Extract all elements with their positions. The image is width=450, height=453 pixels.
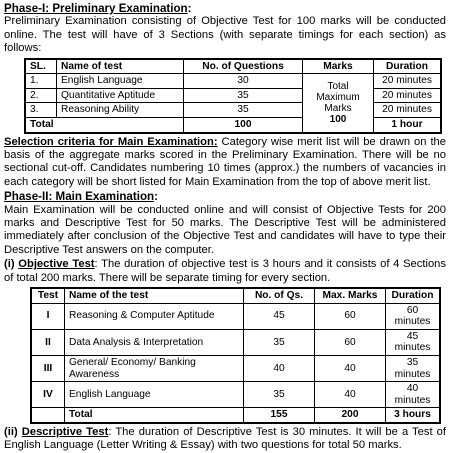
cell-name: English Language bbox=[57, 74, 184, 89]
cell-sl: 3. bbox=[25, 103, 57, 118]
cell-total-qs: 155 bbox=[244, 408, 315, 423]
phase2-heading-prefix: Phase-II: bbox=[4, 190, 56, 204]
phase2-intro: Main Examination will be conducted online and will consist of Objective Tests for 200 marks and Descriptive Test for 50 marks. The Descriptive Test will be administered immediately after conclusion of the Objective Test and candidates will have to type their Descriptive Test answers on the computer. bbox=[4, 203, 446, 256]
col-header-marks: Max. Marks bbox=[315, 288, 386, 303]
cell-marks: 60 bbox=[315, 303, 386, 329]
descriptive-test-paragraph bbox=[4, 426, 446, 453]
cell-duration: 45 minutes bbox=[386, 329, 441, 355]
objective-test-text: : The duration of objective test is 3 hours and it consists of 4 Sections of total 200 marks. There will be separate timing for every section. bbox=[4, 258, 446, 284]
col-header-marks: Marks bbox=[303, 59, 374, 74]
marks-merged-label: Total Maximum Marks bbox=[316, 80, 360, 114]
table-header-row bbox=[31, 288, 440, 303]
marks-merged-value: 100 bbox=[329, 113, 347, 125]
cell-test: III bbox=[31, 356, 65, 382]
col-header-duration: Duration bbox=[374, 59, 442, 74]
phase2-heading-title: Main Examination bbox=[55, 190, 155, 204]
cell-total-duration: 1 hour bbox=[374, 118, 442, 133]
cell-duration: 60 minutes bbox=[386, 303, 441, 329]
cell-marks: 40 bbox=[315, 356, 386, 382]
cell-total-label: Total bbox=[65, 408, 244, 423]
cell-duration: 20 minutes bbox=[374, 88, 442, 103]
col-header-name: Name of the test bbox=[65, 288, 244, 303]
cell-marks: 60 bbox=[315, 329, 386, 355]
table-row bbox=[31, 329, 440, 355]
cell-sl: 2. bbox=[25, 88, 57, 103]
objective-test-prefix: (i) bbox=[4, 258, 19, 271]
cell-duration: 35 minutes bbox=[386, 356, 441, 382]
cell-total-duration: 3 hours bbox=[386, 408, 441, 423]
selection-criteria-title: Selection criteria for Main Examination: bbox=[4, 135, 218, 148]
cell-marks: 40 bbox=[315, 382, 386, 408]
table-row bbox=[31, 382, 440, 408]
cell-total-marks: 200 bbox=[315, 408, 386, 423]
cell-test: II bbox=[31, 329, 65, 355]
selection-criteria-paragraph bbox=[4, 136, 446, 190]
phase1-heading-prefix: Phase-I: bbox=[4, 2, 53, 15]
phase1-heading-suffix: : bbox=[187, 2, 192, 15]
phase2-heading-suffix: : bbox=[154, 190, 158, 204]
col-header-sl: SL. bbox=[25, 59, 57, 74]
cell-questions: 30 bbox=[184, 74, 303, 89]
table-row bbox=[25, 74, 441, 89]
table-total-row bbox=[25, 118, 441, 133]
table-total-row bbox=[31, 408, 440, 423]
descriptive-test-title: Descriptive Test bbox=[21, 426, 109, 438]
descriptive-test-prefix: (ii) bbox=[4, 426, 22, 438]
col-header-questions: No. of Questions bbox=[184, 59, 303, 74]
cell-qs: 35 bbox=[244, 329, 315, 355]
table-header-row bbox=[25, 59, 441, 74]
descriptive-test-text: : The duration of Descriptive Test is 30 minutes. It will be a Test of English Language (Letter Writing & Essay) with two questions for total 50 marks. bbox=[4, 426, 446, 452]
table-row bbox=[31, 356, 440, 382]
cell-total-label: Total bbox=[25, 118, 184, 133]
table-row bbox=[31, 303, 440, 329]
table-row bbox=[25, 88, 441, 103]
table-row bbox=[25, 103, 441, 118]
cell-total-blank bbox=[31, 408, 65, 423]
col-header-qs: No. of Qs. bbox=[244, 288, 315, 303]
cell-duration: 40 minutes bbox=[386, 382, 441, 408]
cell-name: Quantitative Aptitude bbox=[57, 88, 184, 103]
col-header-test: Test bbox=[31, 288, 65, 303]
phase1-heading bbox=[4, 2, 446, 15]
col-header-duration: Duration bbox=[386, 288, 441, 303]
cell-qs: 40 bbox=[244, 356, 315, 382]
main-exam-table bbox=[30, 287, 441, 424]
phase1-heading-title: Preliminary Examination bbox=[52, 2, 188, 15]
phase2-heading bbox=[4, 190, 446, 203]
cell-questions: 35 bbox=[184, 88, 303, 103]
cell-test: IV bbox=[31, 382, 65, 408]
cell-test: I bbox=[31, 303, 65, 329]
cell-name: Data Analysis & Interpretation bbox=[65, 329, 244, 355]
objective-test-paragraph bbox=[4, 258, 446, 285]
cell-total-questions: 100 bbox=[184, 118, 303, 133]
col-header-name: Name of test bbox=[57, 59, 184, 74]
cell-name: General/ Economy/ Banking Awareness bbox=[65, 356, 244, 382]
selection-criteria-text: Category wise merit list will be drawn on the basis of the aggregate marks scored in the Preliminary Examination. There will be no sectional cut-off. Candidates numbering 10 times (approx.) the numbers of vacancies in each category will be short listed for Main Examination from the top of above merit list. bbox=[4, 135, 446, 188]
objective-test-title: Objective Test bbox=[18, 258, 95, 271]
cell-marks-merged bbox=[303, 74, 374, 133]
cell-questions: 35 bbox=[184, 103, 303, 118]
cell-name: Reasoning & Computer Aptitude bbox=[65, 303, 244, 329]
cell-qs: 45 bbox=[244, 303, 315, 329]
cell-sl: 1. bbox=[25, 74, 57, 89]
cell-qs: 35 bbox=[244, 382, 315, 408]
preliminary-table bbox=[24, 58, 442, 134]
cell-name: Reasoning Ability bbox=[57, 103, 184, 118]
cell-name: English Language bbox=[65, 382, 244, 408]
cell-duration: 20 minutes bbox=[374, 74, 442, 89]
phase1-intro: Preliminary Examination consisting of Objective Test for 100 marks will be conducted online. The test will have of 3 Sections (with separate timings for each section) as follows: bbox=[4, 15, 446, 55]
cell-duration: 20 minutes bbox=[374, 103, 442, 118]
